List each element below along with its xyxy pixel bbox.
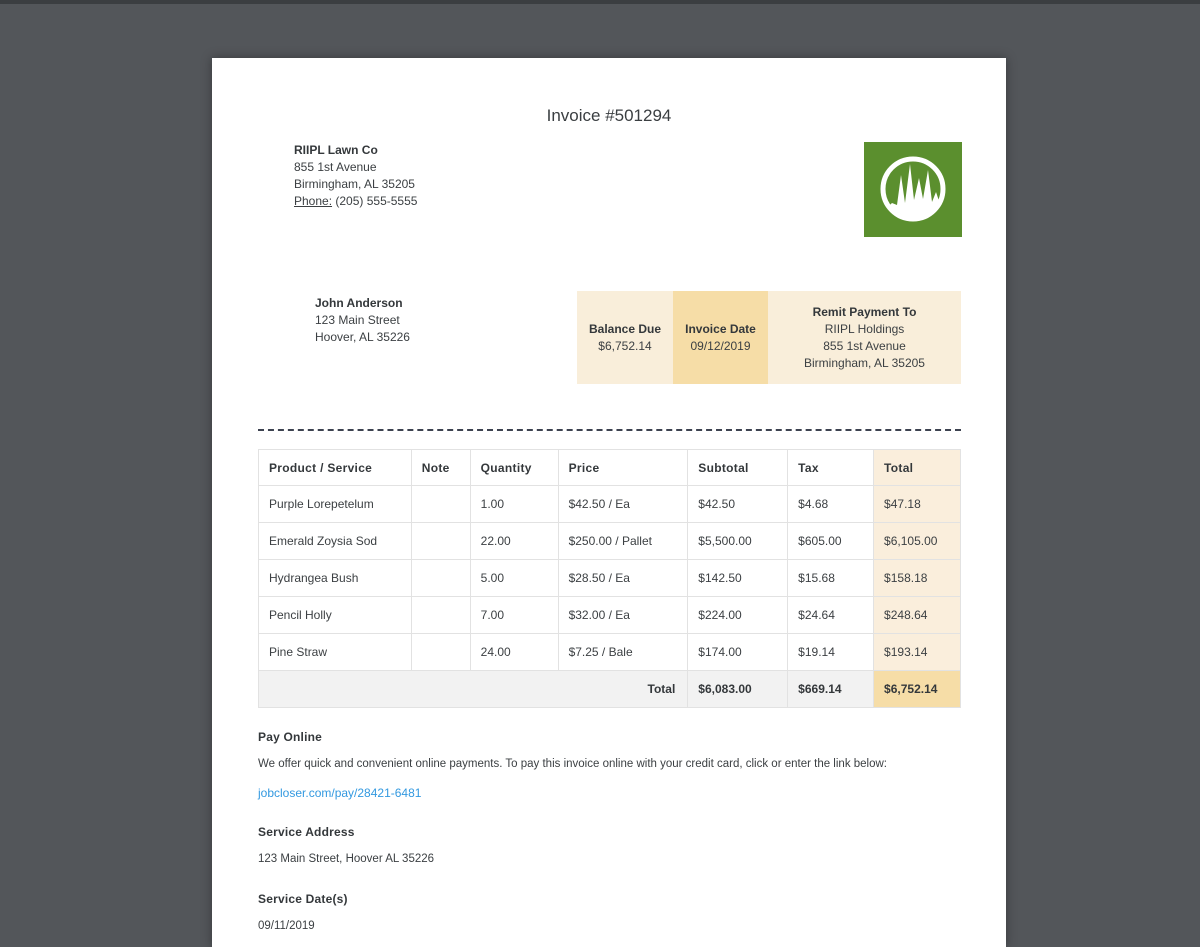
- table-header-row: [259, 450, 961, 486]
- cell-price: $32.00 / Ea: [558, 597, 688, 634]
- cell-subtotal: $42.50: [688, 486, 788, 523]
- balance-due-value: $6,752.14: [598, 338, 652, 353]
- cell-subtotal: $224.00: [688, 597, 788, 634]
- col-header-tax: Tax: [788, 450, 874, 486]
- customer-address-line2: Hoover, AL 35226: [315, 330, 410, 344]
- cell-quantity: 1.00: [470, 486, 558, 523]
- cell-note: [411, 523, 470, 560]
- cell-total: $6,105.00: [874, 523, 961, 560]
- col-header-product: Product / Service: [259, 450, 412, 486]
- company-address-line1: 855 1st Avenue: [294, 160, 377, 174]
- col-header-subtotal: Subtotal: [688, 450, 788, 486]
- cell-price: $42.50 / Ea: [558, 486, 688, 523]
- total-label: Total: [259, 671, 688, 708]
- col-header-total: Total: [874, 450, 961, 486]
- cell-product: Hydrangea Bush: [259, 560, 412, 597]
- cell-tax: $4.68: [788, 486, 874, 523]
- cell-note: [411, 486, 470, 523]
- service-dates-heading: Service Date(s): [258, 892, 348, 906]
- payment-summary: [577, 291, 961, 384]
- service-dates-value: 09/11/2019: [258, 920, 315, 932]
- total-tax: $669.14: [788, 671, 874, 708]
- table-row: [259, 597, 961, 634]
- remit-label: Remit Payment To: [812, 304, 917, 319]
- cell-total: $248.64: [874, 597, 961, 634]
- col-header-quantity: Quantity: [470, 450, 558, 486]
- service-address-value: 123 Main Street, Hoover AL 35226: [258, 853, 435, 865]
- cell-quantity: 5.00: [470, 560, 558, 597]
- viewer-top-bar: [0, 0, 1200, 4]
- pay-online-heading: Pay Online: [258, 730, 323, 744]
- cell-subtotal: $142.50: [688, 560, 788, 597]
- table-row: [259, 560, 961, 597]
- table-row: [259, 523, 961, 560]
- pay-online-link[interactable]: jobcloser.com/pay/28421-6481: [258, 786, 422, 800]
- cell-tax: $24.64: [788, 597, 874, 634]
- cell-note: [411, 634, 470, 671]
- cell-tax: $19.14: [788, 634, 874, 671]
- cell-product: Purple Lorepetelum: [259, 486, 412, 523]
- customer-block: [315, 295, 410, 346]
- cell-subtotal: $5,500.00: [688, 523, 788, 560]
- pay-online-text: We offer quick and convenient online payments. To pay this invoice online with your credit card, click or enter the link below:: [258, 758, 888, 770]
- cell-product: Emerald Zoysia Sod: [259, 523, 412, 560]
- col-header-price: Price: [558, 450, 688, 486]
- col-header-note: Note: [411, 450, 470, 486]
- company-address-line2: Birmingham, AL 35205: [294, 177, 415, 191]
- cell-price: $28.50 / Ea: [558, 560, 688, 597]
- customer-address-line1: 123 Main Street: [315, 313, 400, 327]
- remit-name: RIIPL Holdings: [824, 321, 905, 336]
- cell-note: [411, 560, 470, 597]
- company-logo: [864, 142, 962, 237]
- cell-note: [411, 597, 470, 634]
- cell-total: $47.18: [874, 486, 961, 523]
- phone-label: Phone:: [294, 194, 333, 208]
- cell-total: $158.18: [874, 560, 961, 597]
- cell-tax: $15.68: [788, 560, 874, 597]
- balance-due-label: Balance Due: [588, 321, 662, 336]
- company-phone-line: [294, 193, 417, 210]
- table-total-row: [259, 671, 961, 708]
- cell-total: $193.14: [874, 634, 961, 671]
- line-items-table: [258, 449, 961, 708]
- remit-payment-box: [768, 291, 961, 384]
- invoice-title: Invoice #501294: [546, 106, 672, 125]
- invoice-date-box: [673, 291, 768, 384]
- grand-total: $6,752.14: [874, 671, 961, 708]
- service-address-heading: Service Address: [258, 825, 355, 839]
- table-row: [259, 634, 961, 671]
- invoice-date-label: Invoice Date: [685, 321, 756, 336]
- invoice-page: [212, 58, 1006, 947]
- phone-number: (205) 555-5555: [335, 194, 418, 208]
- cell-price: $7.25 / Bale: [558, 634, 688, 671]
- table-row: [259, 486, 961, 523]
- grass-icon: [864, 142, 962, 237]
- remit-address-line1: 855 1st Avenue: [823, 338, 906, 353]
- dashed-separator: [258, 429, 961, 431]
- total-subtotal: $6,083.00: [688, 671, 788, 708]
- cell-subtotal: $174.00: [688, 634, 788, 671]
- cell-tax: $605.00: [788, 523, 874, 560]
- company-name: RIIPL Lawn Co: [294, 143, 378, 157]
- balance-due-box: [577, 291, 673, 384]
- cell-quantity: 7.00: [470, 597, 558, 634]
- cell-quantity: 22.00: [470, 523, 558, 560]
- company-block: [294, 142, 417, 210]
- remit-address-line2: Birmingham, AL 35205: [804, 355, 925, 370]
- cell-product: Pine Straw: [259, 634, 412, 671]
- cell-price: $250.00 / Pallet: [558, 523, 688, 560]
- cell-product: Pencil Holly: [259, 597, 412, 634]
- customer-name: John Anderson: [315, 296, 403, 310]
- cell-quantity: 24.00: [470, 634, 558, 671]
- invoice-date-value: 09/12/2019: [690, 338, 751, 353]
